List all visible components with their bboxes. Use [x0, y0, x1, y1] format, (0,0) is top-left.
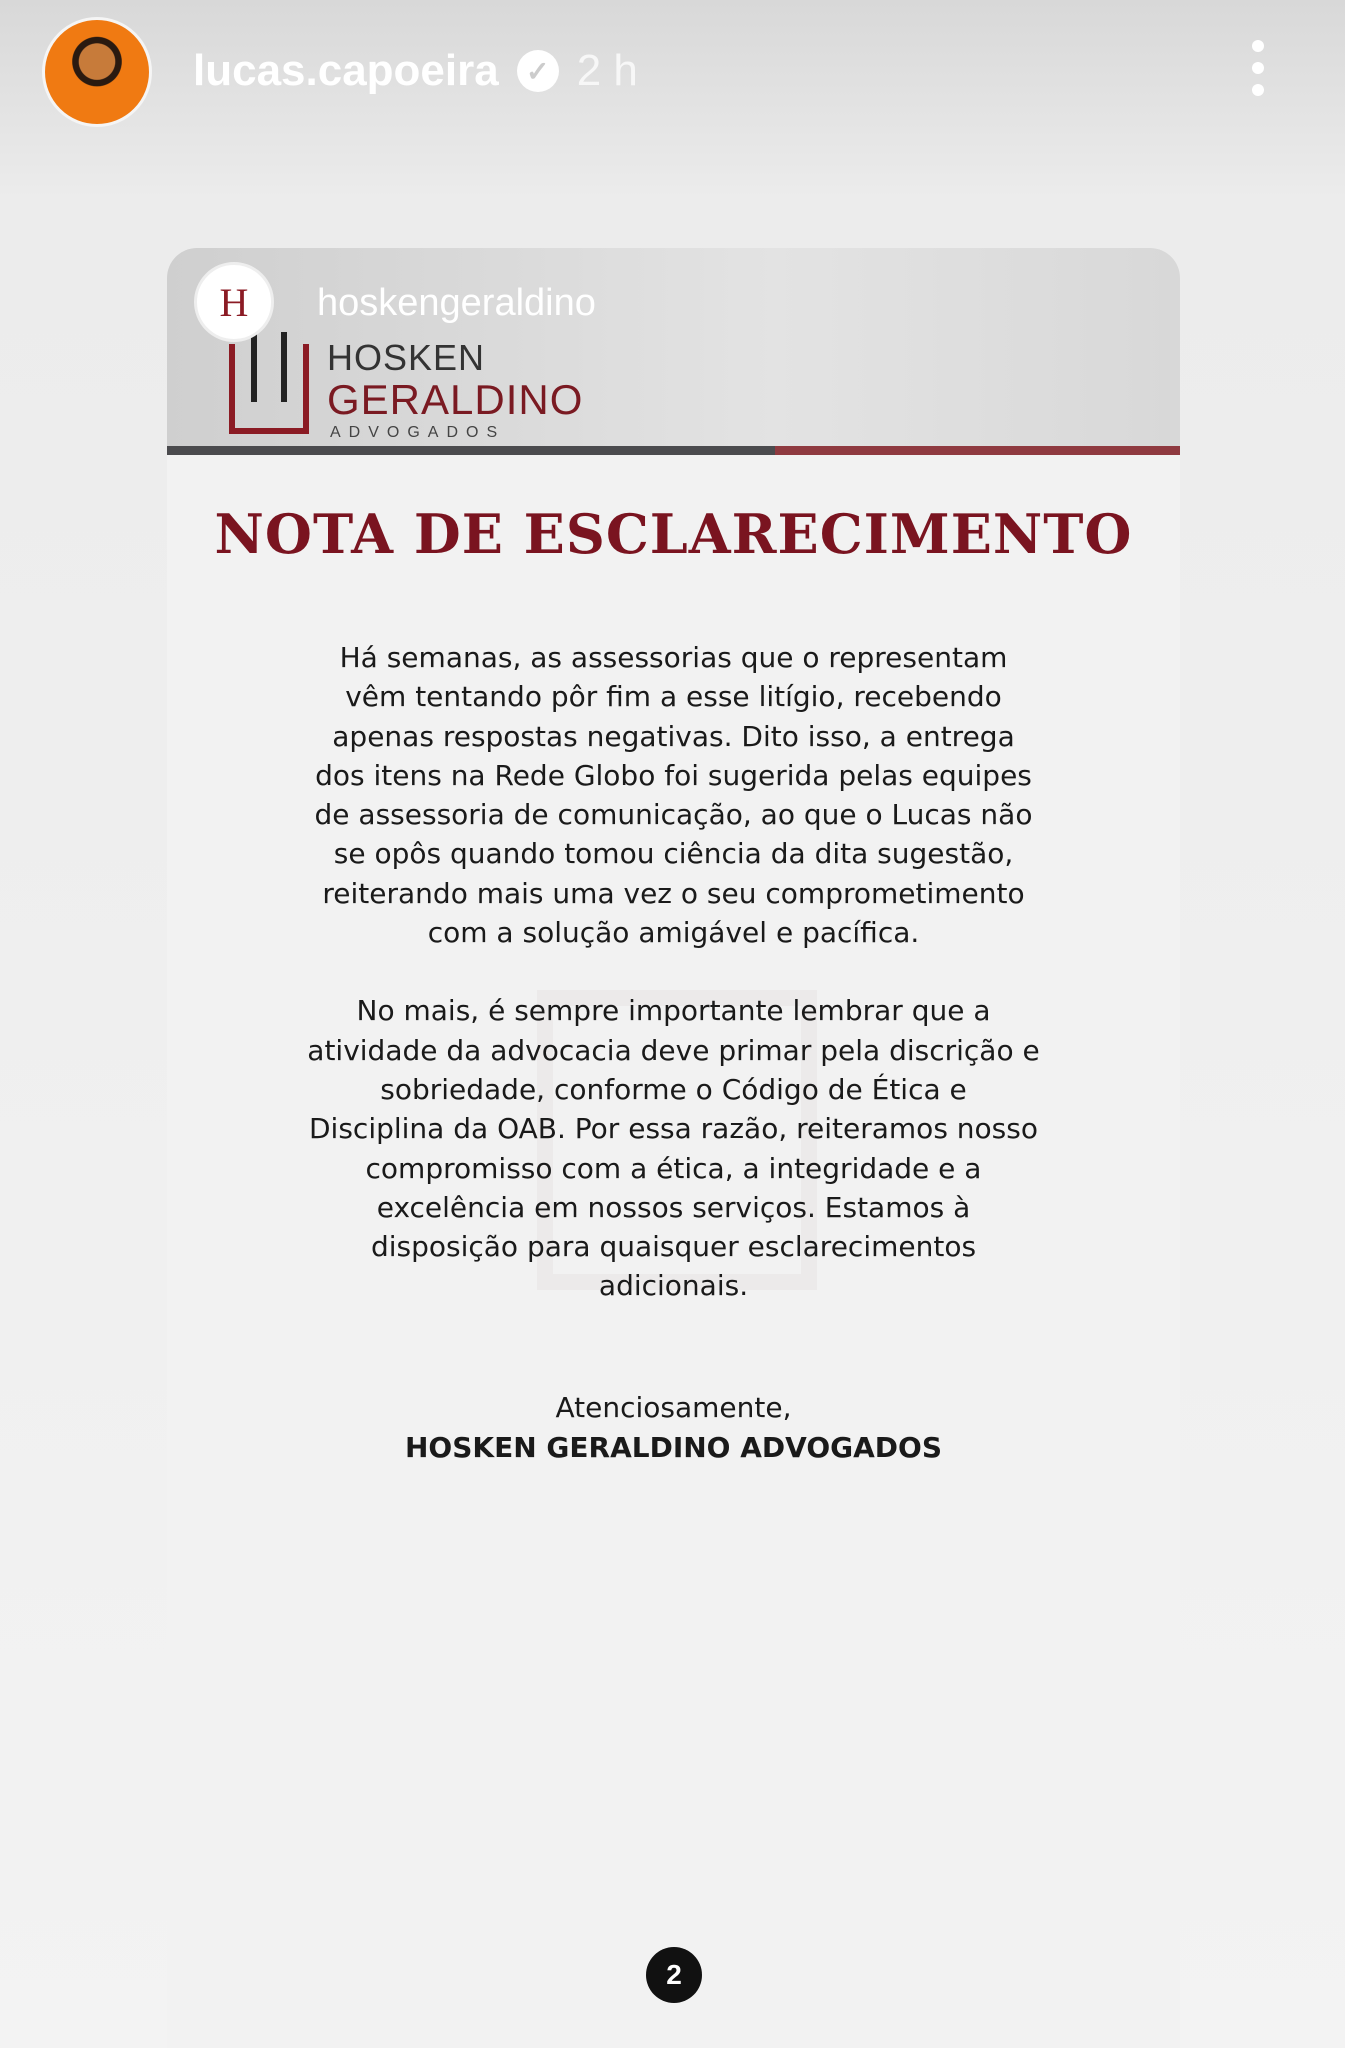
- signature: HOSKEN GERALDINO ADVOGADOS: [405, 1431, 942, 1464]
- divider: [167, 446, 1180, 455]
- closing: Atenciosamente,: [555, 1391, 792, 1424]
- account-name[interactable]: hoskengeraldino: [317, 282, 596, 324]
- post-time: 2 h: [576, 46, 638, 95]
- text-line: dos itens na Rede Globo foi sugerida pelas equipes: [315, 758, 1032, 792]
- text-line: com a solução amigável e pacífica.: [427, 916, 920, 950]
- text-line: compromisso com a ética, a integridade e a: [365, 1151, 982, 1185]
- letterhead: [167, 248, 1180, 446]
- text-line: de assessoria de comunicação, ao que o Lucas não: [314, 798, 1033, 832]
- text-line: sobriedade, conforme o Código de Ética e: [380, 1072, 967, 1106]
- page-indicator: 2: [646, 1947, 702, 2003]
- text-line: atividade da advocacia deve primar pela discrição e: [307, 1033, 1040, 1067]
- text-line: excelência em nossos serviços. Estamos à: [376, 1190, 971, 1224]
- text-line: adicionais.: [598, 1269, 749, 1303]
- logo-text-geraldino: GERALDINO: [327, 376, 584, 423]
- text-line: vêm tentando pôr fim a esse litígio, recebendo: [345, 680, 1002, 714]
- text-line: Disciplina da OAB. Por essa razão, reiteramos nosso: [309, 1112, 1038, 1146]
- story-header: [193, 46, 638, 96]
- paragraph-2: [167, 991, 1180, 1305]
- more-options-icon[interactable]: [1252, 40, 1266, 96]
- signature-block: [167, 1388, 1180, 1468]
- note-body: [167, 638, 1180, 1345]
- text-line: Há semanas, as assessorias que o representam: [339, 641, 1008, 674]
- note-title: NOTA DE ESCLARECIMENTO: [214, 502, 1133, 566]
- text-line: apenas respostas negativas. Dito isso, a entrega: [332, 719, 1015, 753]
- text-line: disposição para quaisquer esclarecimentos: [370, 1230, 977, 1264]
- username[interactable]: lucas.capoeira: [193, 46, 499, 95]
- text-line: se opôs quando tomou ciência da dita sugestão,: [333, 837, 1014, 871]
- logo-text-hosken: HOSKEN: [327, 337, 486, 378]
- verified-badge-icon: ✓: [517, 50, 559, 92]
- profile-avatar[interactable]: [42, 17, 152, 127]
- account-avatar[interactable]: H: [194, 262, 274, 342]
- logo-mark-icon: [229, 344, 309, 434]
- logo-text-advogados: ADVOGADOS: [330, 424, 506, 441]
- shared-post-card[interactable]: [167, 248, 1180, 2048]
- text-line: reiterando mais uma vez o seu comprometimento: [322, 876, 1025, 910]
- paragraph-1: [167, 638, 1180, 952]
- text-line: No mais, é sempre importante lembrar que a: [356, 994, 991, 1028]
